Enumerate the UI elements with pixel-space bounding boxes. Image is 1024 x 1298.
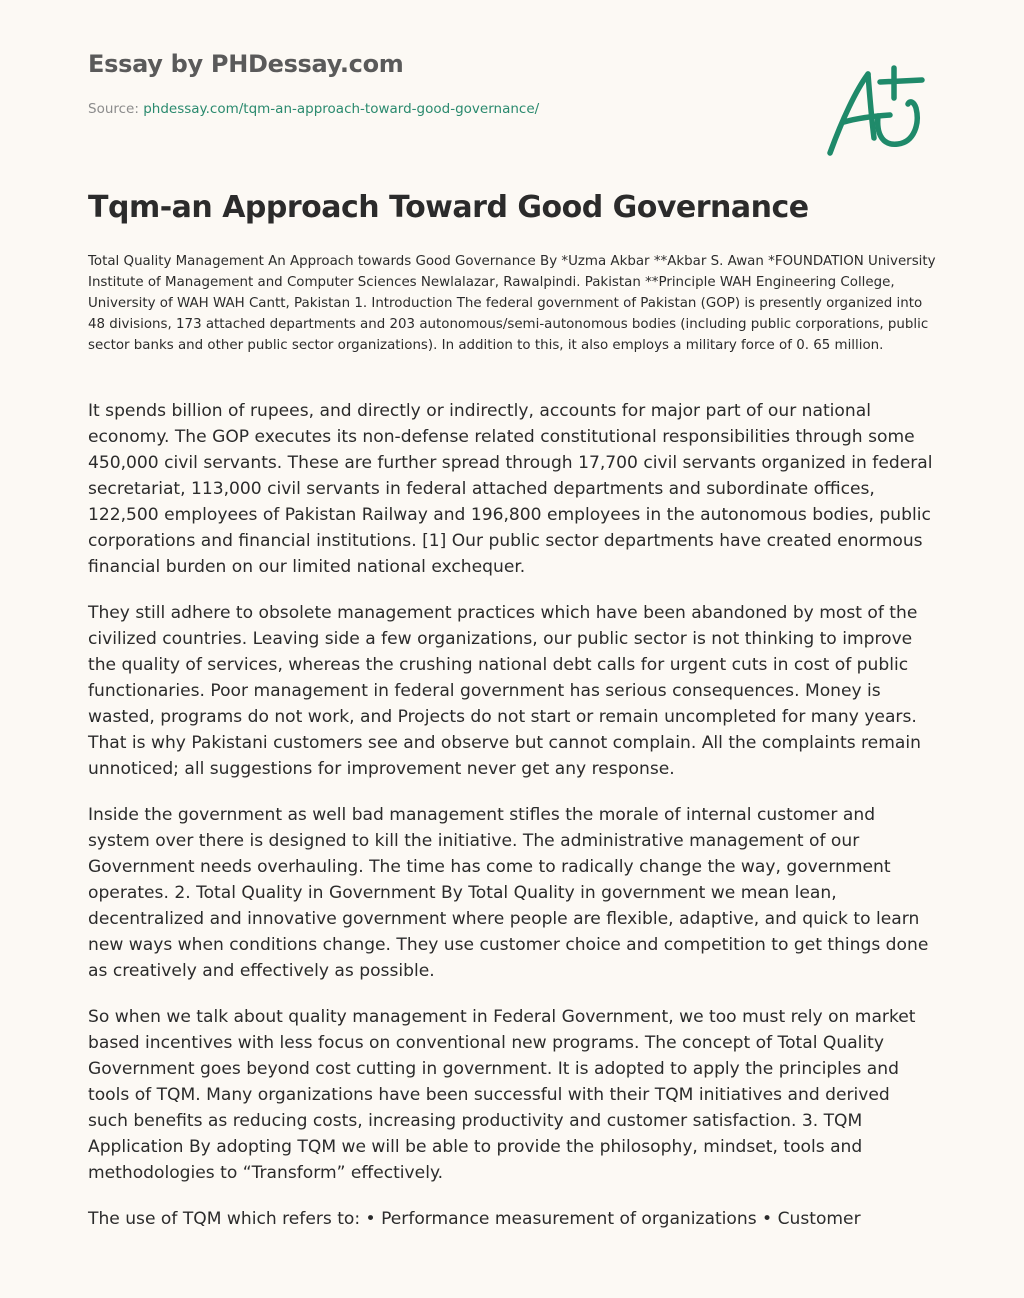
body-paragraph: It spends billion of rupees, and directly or indirectly, accounts for major part of our national economy. The GOP executes its non-defense related constitutional responsibilities through some 450,000 civil servants. These are further spread through 17,700 civil servants organized in federal secretariat, 113,000 civil servants in federal attached departments and subordinate offices, 122,500 employees of Pakistan Railway and 196,800 employees in the autonomous bodies, public corporations and financial institutions. [1] Our public sector departments have created enormous financial burden on our limited national exchequer.	[88, 401, 933, 577]
body-paragraph: Inside the government as well bad management stifles the morale of internal customer and system over there is designed to kill the initiative. The administrative management of our Government needs overhauling. The time has come to radically change the way, government operates. 2. Total Quality in Government By Total Quality in government we mean lean, decentralized and innovative government where people are flexible, adaptive, and quick to learn new ways when conditions change. They use customer choice and competition to get things done as creatively and effectively as possible.	[88, 805, 929, 981]
body-paragraph: They still adhere to obsolete management practices which have been abandoned by most of the civilized countries. Leaving side a few organizations, our public sector is not thinking to improve the quality of services, whereas the crushing national debt calls for urgent cuts in cost of public functionaries. Poor management in federal government has serious consequences. Money is wasted, programs do not work, and Projects do not start or remain uncompleted for many years. That is why Pakistani customers see and observe but cannot complain. All the complaints remain unnoticed; all suggestions for improvement never get any response.	[88, 603, 921, 779]
article-intro: Total Quality Management An Approach towards Good Governance By *Uzma Akbar **Akbar S. Awan *FOUNDATION University Institute of Management and Computer Sciences Newlalazar, Rawalpindi. Pakistan **Principle WAH Engineering College, University of WAH WAH Cantt, Pakistan 1. Introduction The federal government of Pakistan (GOP) is presently organized into 48 divisions, 173 attached departments and 203 autonomous/semi-autonomous bodies (including public corporations, public sector banks and other public sector organizations). In addition to this, it also employs a military force of 0. 65 million.	[88, 254, 936, 353]
source-line	[88, 101, 539, 117]
body-paragraph: The use of TQM which refers to: • Performance measurement of organizations • Customer	[88, 1209, 861, 1229]
source-label: Source:	[88, 101, 139, 117]
article-title: Tqm-an Approach Toward Good Governance	[88, 190, 809, 225]
site-brand: Essay by PHDessay.com	[88, 50, 404, 78]
source-link[interactable]: phdessay.com/tqm-an-approach-toward-good-governance/	[143, 101, 540, 117]
article-body	[88, 398, 934, 1252]
body-paragraph: So when we talk about quality management in Federal Government, we too must rely on market based incentives with less focus on conventional new programs. The concept of Total Quality Government goes beyond cost cutting in government. It is adopted to apply the principles and tools of TQM. Many organizations have been successful with their TQM initiatives and derived such benefits as reducing costs, increasing productivity and customer satisfaction. 3. TQM Application By adopting TQM we will be able to provide the philosophy, mindset, tools and methodologies to “Transform” effectively.	[88, 1007, 916, 1183]
a-plus-logo-icon	[818, 60, 938, 170]
